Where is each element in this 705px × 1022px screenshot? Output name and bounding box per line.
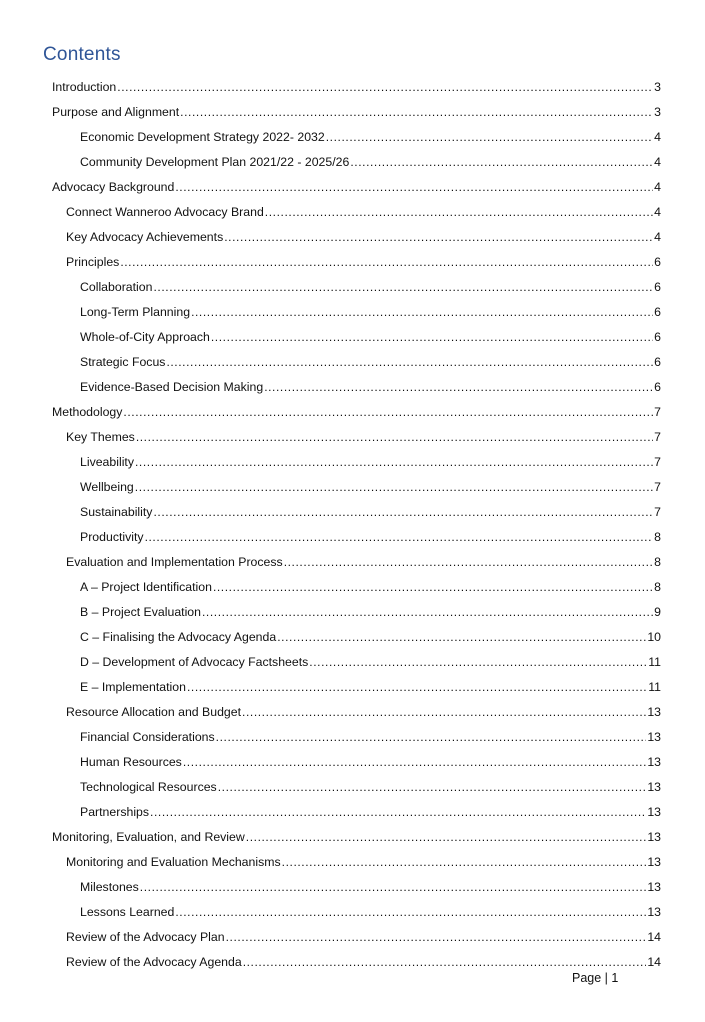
toc-entry-label: Review of the Advocacy Plan: [66, 930, 225, 944]
toc-dot-leader: [150, 800, 646, 825]
toc-entry-label: Connect Wanneroo Advocacy Brand: [66, 205, 264, 219]
toc-entry-page: 7: [654, 480, 661, 494]
toc-entry-label: Partnerships: [80, 805, 150, 819]
toc-entry-page: 7: [654, 405, 661, 419]
table-of-contents: [0, 75, 705, 975]
toc-entry-label: Evidence-Based Decision Making: [80, 380, 264, 394]
toc-dot-leader: [309, 650, 647, 675]
toc-entry[interactable]: [0, 800, 705, 825]
toc-entry-page: 13: [647, 905, 661, 919]
toc-entry[interactable]: [0, 300, 705, 325]
toc-entry-page: 3: [654, 105, 661, 119]
toc-entry-page: 6: [654, 355, 661, 369]
toc-entry-page: 9: [654, 605, 661, 619]
toc-entry-label: Technological Resources: [80, 780, 217, 794]
toc-entry-page: 6: [654, 330, 661, 344]
toc-entry-label: Review of the Advocacy Agenda: [66, 955, 242, 969]
toc-entry[interactable]: [0, 650, 705, 675]
toc-title: Contents: [43, 44, 121, 65]
toc-entry-page: 7: [654, 455, 661, 469]
toc-entry-label: Sustainability: [80, 505, 153, 519]
toc-entry-page: 6: [654, 280, 661, 294]
toc-entry-page: 4: [654, 230, 661, 244]
toc-entry-page: 3: [654, 80, 661, 94]
toc-entry[interactable]: [0, 200, 705, 225]
toc-entry-page: 14: [647, 930, 661, 944]
toc-entry-page: 4: [654, 205, 661, 219]
toc-entry[interactable]: [0, 725, 705, 750]
toc-entry-label: A – Project Identification: [80, 580, 212, 594]
toc-dot-leader: [175, 175, 653, 200]
toc-dot-leader: [180, 100, 653, 125]
toc-dot-leader: [136, 425, 653, 450]
toc-entry-label: Advocacy Background: [52, 180, 175, 194]
toc-entry-page: 13: [647, 755, 661, 769]
toc-entry-label: Milestones: [80, 880, 139, 894]
toc-entry-page: 13: [647, 780, 661, 794]
toc-entry[interactable]: [0, 750, 705, 775]
toc-entry-label: Evaluation and Implementation Process: [66, 555, 283, 569]
toc-entry[interactable]: [0, 250, 705, 275]
toc-dot-leader: [226, 925, 647, 950]
toc-dot-leader: [282, 850, 647, 875]
toc-dot-leader: [191, 300, 653, 325]
toc-dot-leader: [135, 450, 653, 475]
toc-dot-leader: [175, 900, 646, 925]
toc-entry-page: 8: [654, 530, 661, 544]
toc-entry-label: E – Implementation: [80, 680, 186, 694]
toc-entry[interactable]: [0, 675, 705, 700]
toc-entry[interactable]: [0, 575, 705, 600]
toc-entry-page: 8: [654, 580, 661, 594]
page-number: Page | 1: [572, 971, 619, 985]
toc-dot-leader: [277, 625, 646, 650]
toc-dot-leader: [117, 75, 653, 100]
toc-entry-label: Principles: [66, 255, 120, 269]
toc-entry-label: Key Advocacy Achievements: [66, 230, 224, 244]
toc-entry[interactable]: [0, 500, 705, 525]
toc-entry[interactable]: [0, 875, 705, 900]
toc-entry[interactable]: [0, 700, 705, 725]
toc-entry[interactable]: [0, 175, 705, 200]
toc-dot-leader: [183, 750, 646, 775]
toc-entry[interactable]: [0, 400, 705, 425]
toc-entry-label: Collaboration: [80, 280, 153, 294]
toc-entry-page: 14: [647, 955, 661, 969]
toc-entry-page: 6: [654, 255, 661, 269]
toc-entry-label: Human Resources: [80, 755, 182, 769]
toc-entry[interactable]: [0, 850, 705, 875]
toc-dot-leader: [218, 775, 647, 800]
toc-entry-page: 11: [648, 680, 661, 694]
toc-entry-label: Monitoring, Evaluation, and Review: [52, 830, 245, 844]
toc-entry-page: 4: [654, 130, 661, 144]
toc-entry[interactable]: [0, 125, 705, 150]
toc-entry-page: 13: [647, 730, 661, 744]
toc-dot-leader: [284, 550, 653, 575]
toc-dot-leader: [242, 700, 646, 725]
toc-dot-leader: [187, 675, 647, 700]
toc-entry-page: 11: [648, 655, 661, 669]
toc-entry-page: 4: [654, 180, 661, 194]
toc-entry-page: 10: [647, 630, 661, 644]
toc-entry[interactable]: [0, 425, 705, 450]
toc-entry-label: Community Development Plan 2021/22 - 2025/26: [80, 155, 350, 169]
toc-entry[interactable]: [0, 275, 705, 300]
toc-entry[interactable]: [0, 325, 705, 350]
toc-entry[interactable]: [0, 225, 705, 250]
toc-entry-page: 13: [647, 880, 661, 894]
toc-dot-leader: [350, 150, 653, 175]
toc-entry-label: B – Project Evaluation: [80, 605, 201, 619]
toc-dot-leader: [246, 825, 647, 850]
toc-entry[interactable]: [0, 775, 705, 800]
toc-dot-leader: [135, 475, 653, 500]
toc-entry-label: Productivity: [80, 530, 144, 544]
toc-entry-page: 7: [654, 430, 661, 444]
toc-dot-leader: [216, 725, 647, 750]
toc-dot-leader: [166, 350, 653, 375]
toc-entry-label: Lessons Learned: [80, 905, 175, 919]
toc-entry-page: 8: [654, 555, 661, 569]
toc-entry-label: Monitoring and Evaluation Mechanisms: [66, 855, 281, 869]
toc-entry-page: 13: [647, 855, 661, 869]
toc-entry-label: Methodology: [52, 405, 123, 419]
toc-entry-page: 6: [654, 305, 661, 319]
toc-entry-label: Whole-of-City Approach: [80, 330, 210, 344]
toc-entry[interactable]: [0, 375, 705, 400]
toc-dot-leader: [153, 500, 653, 525]
toc-entry[interactable]: [0, 600, 705, 625]
toc-entry[interactable]: [0, 900, 705, 925]
toc-dot-leader: [153, 275, 653, 300]
toc-dot-leader: [211, 325, 653, 350]
toc-entry-label: D – Development of Advocacy Factsheets: [80, 655, 309, 669]
toc-dot-leader: [213, 575, 653, 600]
toc-entry-label: Key Themes: [66, 430, 135, 444]
toc-dot-leader: [326, 125, 653, 150]
toc-entry-label: Long-Term Planning: [80, 305, 191, 319]
toc-dot-leader: [265, 200, 653, 225]
toc-dot-leader: [224, 225, 653, 250]
toc-dot-leader: [202, 600, 653, 625]
toc-entry-label: C – Finalising the Advocacy Agenda: [80, 630, 277, 644]
toc-entry-label: Resource Allocation and Budget: [66, 705, 242, 719]
toc-entry[interactable]: [0, 100, 705, 125]
toc-entry[interactable]: [0, 550, 705, 575]
toc-entry-page: 6: [654, 380, 661, 394]
toc-entry-label: Introduction: [52, 80, 117, 94]
toc-dot-leader: [140, 875, 647, 900]
toc-dot-leader: [120, 250, 653, 275]
toc-entry-label: Purpose and Alignment: [52, 105, 180, 119]
toc-entry[interactable]: [0, 350, 705, 375]
toc-dot-leader: [145, 525, 654, 550]
toc-dot-leader: [264, 375, 653, 400]
toc-entry-page: 4: [654, 155, 661, 169]
toc-entry-page: 13: [647, 830, 661, 844]
toc-entry[interactable]: [0, 150, 705, 175]
toc-entry[interactable]: [0, 75, 705, 100]
toc-entry[interactable]: [0, 825, 705, 850]
toc-entry-label: Wellbeing: [80, 480, 134, 494]
toc-entry[interactable]: [0, 525, 705, 550]
toc-entry-page: 13: [647, 705, 661, 719]
toc-entry[interactable]: [0, 925, 705, 950]
toc-entry-label: Liveability: [80, 455, 134, 469]
toc-entry-page: 13: [647, 805, 661, 819]
toc-dot-leader: [123, 400, 653, 425]
toc-entry[interactable]: [0, 450, 705, 475]
toc-entry-label: Strategic Focus: [80, 355, 166, 369]
toc-entry-page: 7: [654, 505, 661, 519]
toc-entry-label: Financial Considerations: [80, 730, 215, 744]
toc-entry[interactable]: [0, 625, 705, 650]
toc-entry[interactable]: [0, 475, 705, 500]
toc-entry-label: Economic Development Strategy 2022- 2032: [80, 130, 325, 144]
